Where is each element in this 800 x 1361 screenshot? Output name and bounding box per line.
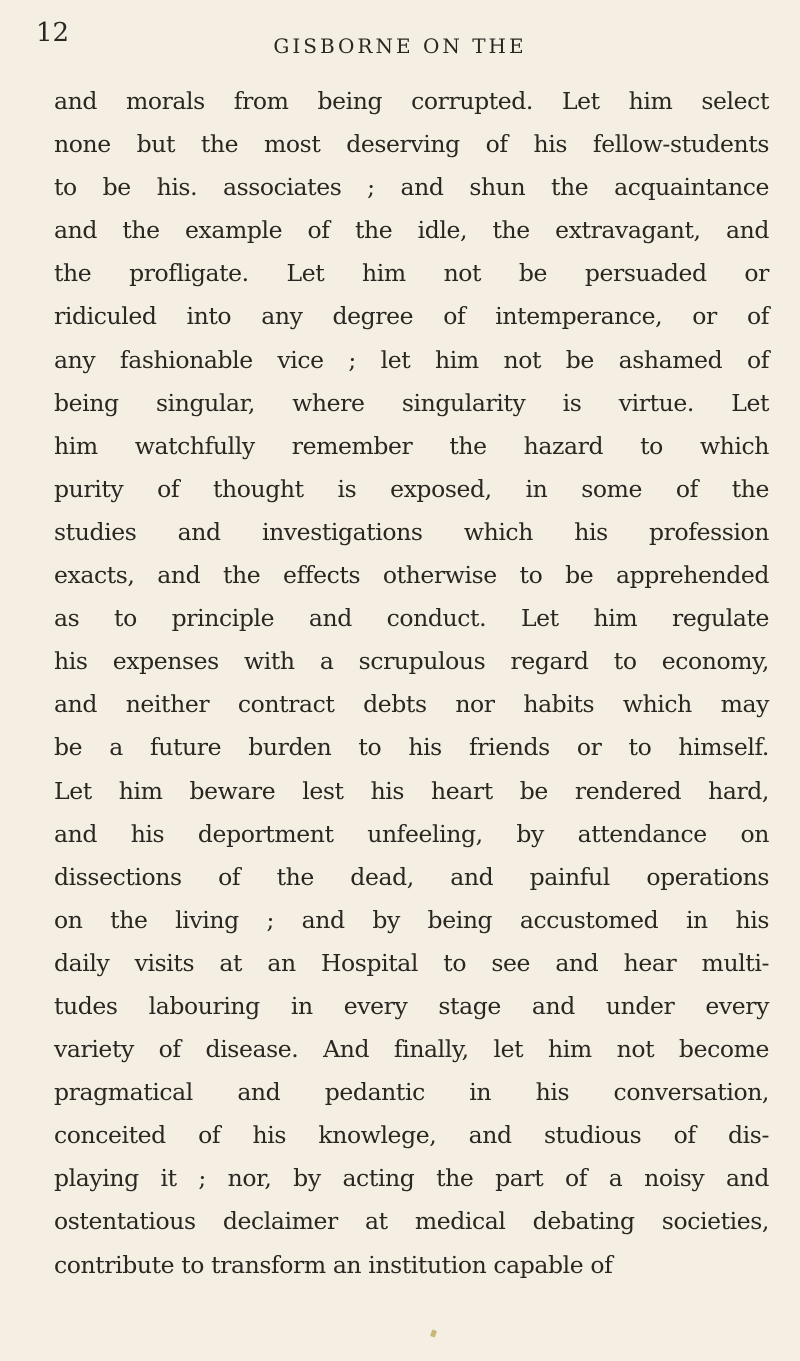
text-line: and neither contract debts nor habits which may — [54, 690, 769, 719]
text-line: be a future burden to his friends or to himself. — [54, 733, 769, 762]
text-line: exacts, and the effects otherwise to be apprehended — [54, 561, 769, 590]
text-line: variety of disease. And finally, let him not become — [54, 1035, 769, 1064]
text-line: and morals from being corrupted. Let him select — [54, 87, 769, 115]
text-line: and the example of the idle, the extravagant, and — [54, 216, 769, 245]
text-line: studies and investigations which his profession — [54, 517, 769, 546]
text-line: and his deportment unfeeling, by attendance on — [54, 819, 769, 848]
text-line: daily visits at an Hospital to see and hear multi- — [54, 948, 769, 977]
text-line: ostentatious declaimer at medical debating societies, — [54, 1207, 769, 1236]
text-line: none but the most deserving of his fellow-students — [54, 130, 769, 159]
text-line: being singular, where singularity is virtue. Let — [54, 388, 769, 417]
ink-speck — [430, 1329, 437, 1337]
text-line: any fashionable vice ; let him not be ashamed of — [54, 345, 769, 374]
text-line: on the living ; and by being accustomed in his — [54, 905, 769, 934]
text-line: Let him beware lest his heart be rendered hard, — [54, 776, 769, 805]
text-line: dissections of the dead, and painful operations — [54, 862, 769, 891]
text-line: tudes labouring in every stage and under every — [54, 991, 769, 1020]
text-line: pragmatical and pedantic in his conversation, — [54, 1078, 769, 1107]
text-line: the profligate. Let him not be persuaded or — [54, 259, 769, 288]
text-line: contribute to transform an institution capable of — [54, 1250, 613, 1279]
text-line: purity of thought is exposed, in some of the — [54, 474, 769, 503]
text-line: to be his. associates ; and shun the acquaintance — [54, 173, 769, 202]
running-head: GISBORNE ON THE — [273, 34, 527, 58]
text-line: as to principle and conduct. Let him regulate — [54, 604, 769, 633]
body-text — [54, 80, 769, 1287]
page-number: 12 — [36, 18, 70, 48]
text-line: conceited of his knowlege, and studious of dis- — [54, 1121, 769, 1150]
text-line: his expenses with a scrupulous regard to economy, — [54, 647, 769, 676]
text-line: him watchfully remember the hazard to which — [54, 431, 769, 460]
text-line: playing it ; nor, by acting the part of a noisy and — [54, 1164, 769, 1193]
text-line: ridiculed into any degree of intemperance, or of — [54, 302, 769, 331]
